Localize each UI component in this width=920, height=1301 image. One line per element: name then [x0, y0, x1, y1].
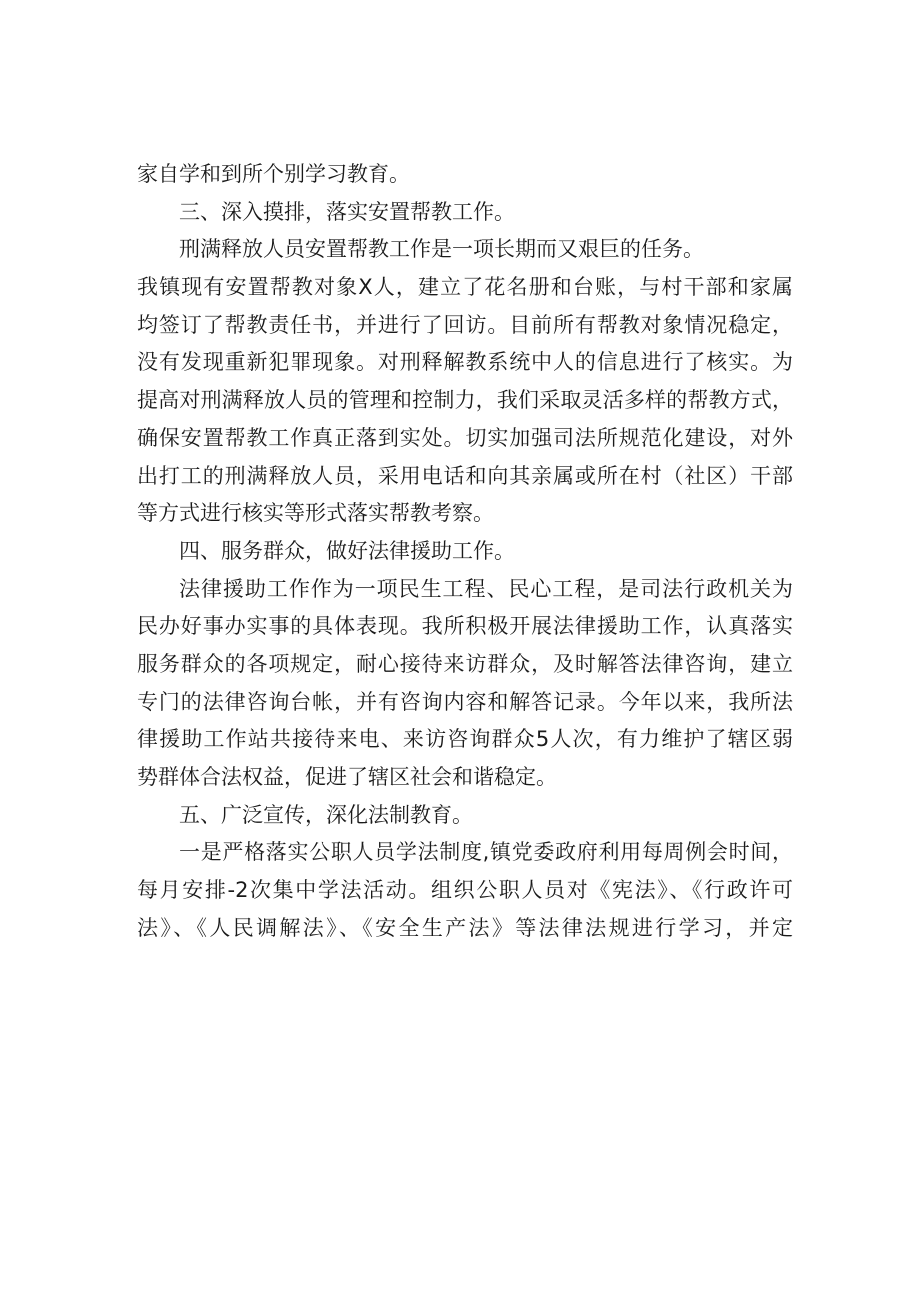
- section-heading-3: 三、深入摸排，落实安置帮教工作。: [179, 199, 515, 224]
- paragraph-line: 等方式进行核实等形式落实帮教考察。: [137, 501, 494, 526]
- paragraph-line: 没有发现重新犯罪现象。对刑释解教系统中人的信息进行了核实。为: [137, 350, 793, 375]
- paragraph-line: 均签订了帮教责任书，并进行了回访。目前所有帮教对象情况稳定，: [137, 312, 793, 337]
- document-body: [137, 156, 793, 947]
- paragraph-line: 出打工的刑满释放人员，采用电话和向其亲属或所在村（社区）干部: [137, 463, 793, 488]
- paragraph-line: 刑满释放人员安置帮教工作是一项长期而又艰巨的任务。: [179, 237, 704, 262]
- paragraph-line: 我镇现有安置帮教对象X人，建立了花名册和台账，与村干部和家属: [137, 275, 793, 300]
- paragraph-line: 法》、《人民调解法》、《安全生产法》等法律法规进行学习，并定: [137, 915, 793, 940]
- paragraph-line: 提高对刑满释放人员的管理和控制力，我们采取灵活多样的帮教方式，: [137, 388, 793, 413]
- paragraph-line: 民办好事办实事的具体表现。我所积极开展法律援助工作，认真落实: [137, 614, 793, 639]
- paragraph-line: 一是严格落实公职人员学法制度,镇党委政府利用每周例会时间，: [179, 840, 793, 865]
- section-heading-4: 四、服务群众，做好法律援助工作。: [179, 538, 515, 563]
- section-heading-5: 五、广泛宣传，深化法制教育。: [179, 802, 473, 827]
- paragraph-line: 每月安排-2次集中学法活动。组织公职人员对《宪法》、《行政许可: [137, 878, 793, 903]
- paragraph-line: 势群体合法权益，促进了辖区社会和谐稳定。: [137, 765, 557, 789]
- paragraph-line: 律援助工作站共接待来电、来访咨询群众5人次，有力维护了辖区弱: [137, 727, 793, 752]
- paragraph-line: 确保安置帮教工作真正落到实处。切实加强司法所规范化建设，对外: [137, 425, 793, 450]
- paragraph-line: 法律援助工作作为一项民生工程、民心工程，是司法行政机关为: [179, 576, 793, 601]
- paragraph-line: 家自学和到所个别学习教育。: [137, 162, 410, 186]
- paragraph-line: 专门的法律咨询台帐，并有咨询内容和解答记录。今年以来，我所法: [137, 689, 793, 714]
- paragraph-line: 服务群众的各项规定，耐心接待来访群众，及时解答法律咨询，建立: [137, 651, 793, 676]
